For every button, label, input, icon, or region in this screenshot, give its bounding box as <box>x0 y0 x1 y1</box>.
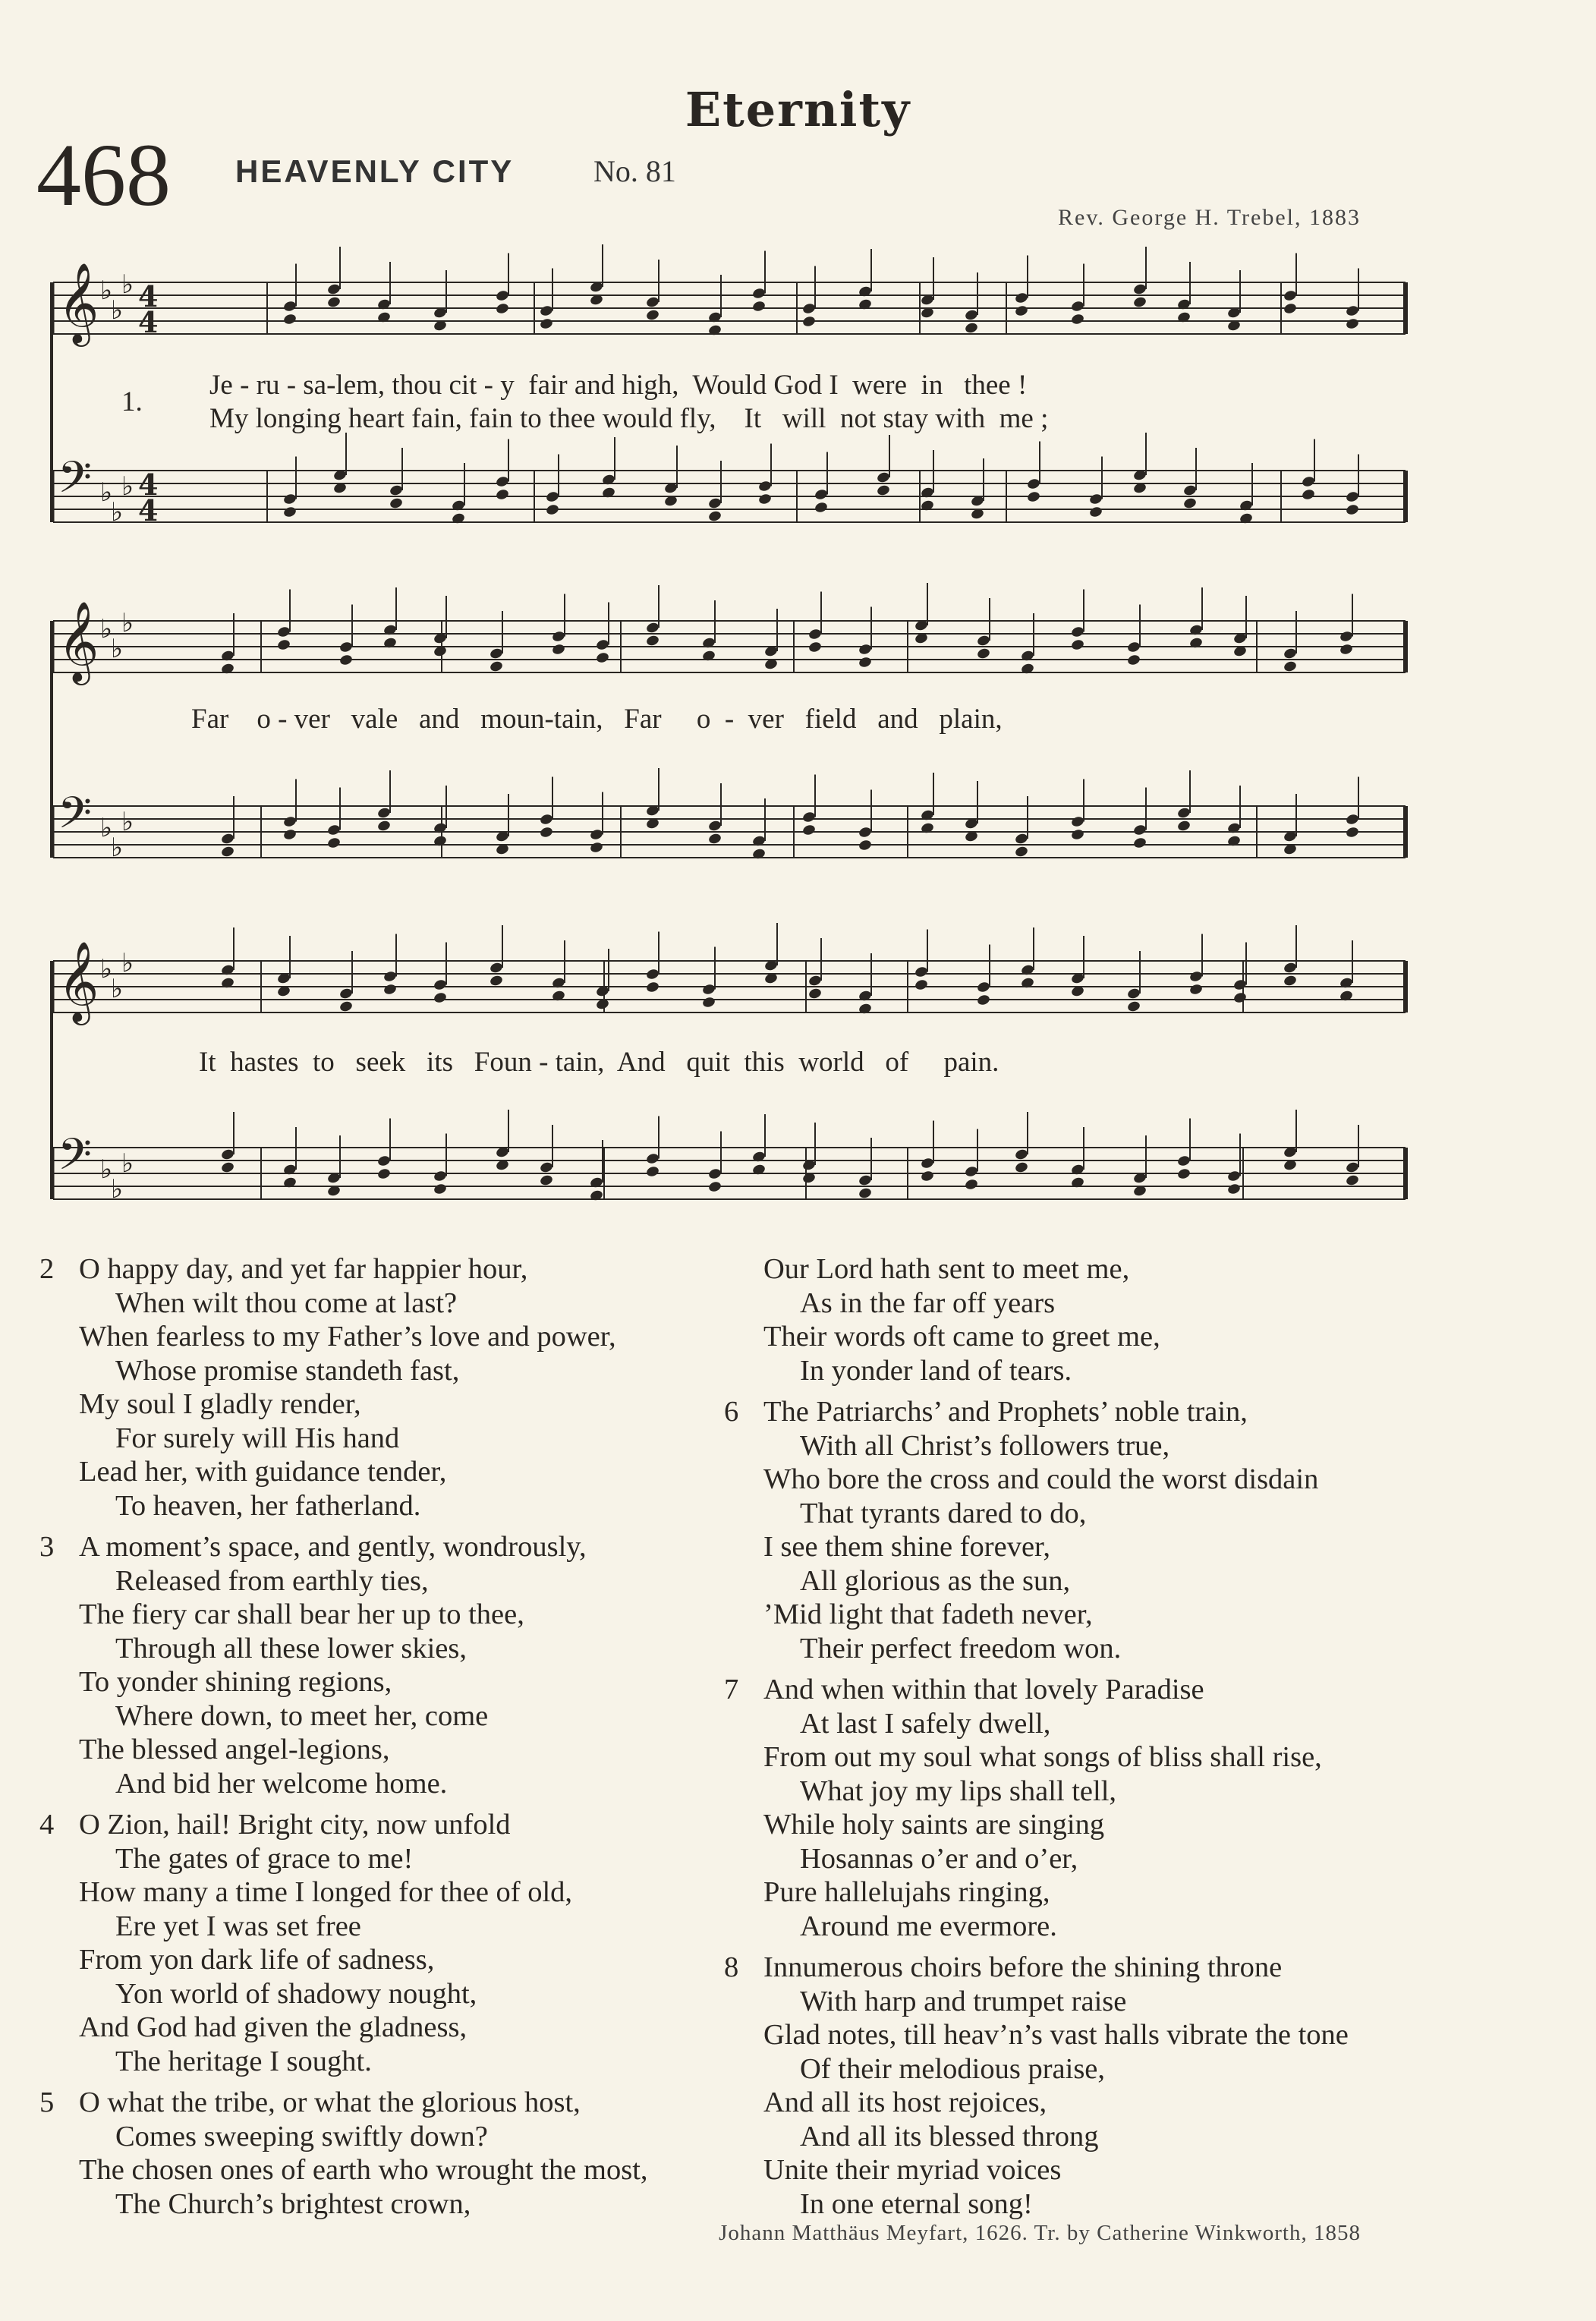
note-head <box>282 493 297 505</box>
stanza-number: 2 <box>39 1253 55 1285</box>
verse-line: How many a time I longed for thee of old, <box>79 1876 573 1908</box>
note-head <box>376 807 391 820</box>
verse-line: In yonder land of tears. <box>800 1354 1072 1387</box>
note-head <box>326 824 341 836</box>
note-head <box>858 1174 872 1187</box>
tune-number: No. 81 <box>593 154 676 188</box>
flat-icon: ♭ <box>121 269 134 300</box>
note-head <box>220 1148 235 1161</box>
note-head <box>1070 828 1084 841</box>
note-head <box>801 302 816 315</box>
note-head <box>1283 302 1297 315</box>
verse-line: That tyrants dared to do, <box>800 1497 1087 1529</box>
note-head <box>1014 833 1028 846</box>
note-head <box>389 484 403 497</box>
note-head <box>1232 991 1247 1004</box>
note-head <box>1226 1183 1241 1195</box>
note-head <box>757 493 772 505</box>
flat-icon: ♭ <box>121 948 134 978</box>
lyrics-system2: Far o - ver vale and moun-tain, Far o - ver field and plain, <box>191 704 1003 735</box>
verse-line: To heaven, her fatherland. <box>115 1489 421 1522</box>
note-head <box>1014 1161 1028 1174</box>
note-head <box>589 841 603 854</box>
note-head <box>807 975 822 987</box>
note-head <box>338 1000 353 1013</box>
note-head <box>964 1165 978 1178</box>
flat-icon: ♭ <box>111 833 124 863</box>
verse-line: And God had given the gladness, <box>79 2011 467 2043</box>
note-head <box>433 991 447 1004</box>
note-head <box>1070 638 1084 651</box>
note-head <box>1182 497 1197 510</box>
stanza <box>763 1252 1349 1387</box>
verse-line: All glorious as the sun, <box>800 1564 1071 1597</box>
note-head <box>551 643 565 656</box>
note-head <box>1301 488 1315 501</box>
stanza <box>724 1951 1349 2221</box>
verse-line: Through all these lower skies, <box>115 1632 467 1664</box>
note-head <box>1014 1148 1028 1161</box>
note-head <box>1182 484 1197 497</box>
note-head <box>1188 970 1203 983</box>
note-head <box>1283 962 1297 975</box>
note-head <box>707 1167 722 1180</box>
verse-line: Ere yet I was set free <box>115 1910 361 1942</box>
stanza-number: 4 <box>39 1809 55 1841</box>
note-head <box>645 1165 659 1178</box>
flat-icon: ♭ <box>100 477 113 508</box>
note-head <box>545 490 559 503</box>
note-head <box>1026 477 1040 490</box>
verse-line: Who bore the cross and could the worst disdain <box>763 1463 1319 1495</box>
stanza <box>39 1252 648 1523</box>
note-head <box>545 503 559 516</box>
flat-icon: ♭ <box>111 497 124 528</box>
verse-line: Pure hallelujahs ringing, <box>763 1876 1050 1908</box>
note-head <box>814 501 828 514</box>
note-head <box>489 647 503 660</box>
note-head <box>1126 987 1141 1000</box>
note-head <box>976 994 990 1006</box>
note-head <box>1345 813 1359 826</box>
note-head <box>338 641 353 653</box>
verses-left-column <box>39 1252 648 2221</box>
note-head <box>1088 493 1103 505</box>
note-head <box>539 304 553 317</box>
note-head <box>551 630 565 643</box>
note-head <box>1283 660 1297 673</box>
note-head <box>876 484 890 497</box>
note-head <box>1188 983 1203 996</box>
time-signature: 4 <box>138 305 159 339</box>
verse-line: O Zion, hail! Bright city, now unfold <box>79 1809 511 1841</box>
verse-line: When wilt thou come at last? <box>115 1286 458 1319</box>
verse-line: And all its blessed throng <box>800 2120 1099 2153</box>
stanza <box>39 2086 648 2221</box>
flat-icon: ♭ <box>100 954 113 984</box>
flat-icon: ♭ <box>100 276 113 306</box>
verse-line: From yon dark life of sadness, <box>79 1944 435 1976</box>
verses-right-column <box>724 1252 1349 2221</box>
verse-line: Innumerous choirs before the shining throne <box>763 1951 1283 1983</box>
treble-clef-icon: 𝄞 <box>58 600 99 682</box>
flat-icon: ♭ <box>111 974 124 1004</box>
verse-line: In one eternal song! <box>800 2187 1033 2220</box>
note-head <box>858 656 872 669</box>
verse-line: What joy my lips shall tell, <box>800 1775 1117 1807</box>
note-head <box>645 1152 659 1165</box>
section-title: Eternity <box>685 82 911 137</box>
stanza-number: 5 <box>39 2086 55 2118</box>
verse-line: The fiery car shall bear her up to thee, <box>79 1598 524 1630</box>
note-head <box>382 970 397 983</box>
note-head <box>976 981 990 994</box>
note-head <box>645 968 659 981</box>
note-head <box>1126 653 1141 666</box>
note-head <box>707 833 722 846</box>
note-head <box>376 1167 391 1180</box>
verse-line: Released from earthly ties, <box>115 1564 429 1597</box>
note-head <box>1014 291 1028 304</box>
stanza <box>39 1808 648 2078</box>
note-head <box>376 1154 391 1167</box>
verse-line: Where down, to meet her, come <box>115 1699 489 1732</box>
verse-line: To yonder shining regions, <box>79 1666 392 1698</box>
note-head <box>1345 1161 1359 1174</box>
note-head <box>489 660 503 673</box>
note-head <box>1301 475 1315 488</box>
note-head <box>1345 826 1359 839</box>
note-head <box>751 300 766 313</box>
note-head <box>1345 317 1359 330</box>
verse-line: I see them shine forever, <box>763 1531 1050 1563</box>
verse-line: With all Christ’s followers true, <box>800 1429 1170 1462</box>
note-head <box>1132 296 1147 309</box>
verse-line: The heritage I sought. <box>115 2045 372 2077</box>
verse-line: And bid her welcome home. <box>115 1767 448 1800</box>
note-head <box>276 638 291 651</box>
tune-name: HEAVENLY CITY <box>235 153 515 189</box>
flat-icon: ♭ <box>111 295 124 326</box>
note-head <box>1226 1170 1241 1183</box>
verse-line: Whose promise standeth fast, <box>115 1354 460 1387</box>
note-head <box>858 1187 872 1200</box>
note-head <box>1132 283 1147 296</box>
verse-line: A moment’s space, and gently, wondrously, <box>79 1531 587 1563</box>
note-head <box>858 826 872 839</box>
note-head <box>707 1180 722 1193</box>
flat-icon: ♭ <box>111 634 124 664</box>
verse-line: O happy day, and yet far happier hour, <box>79 1253 528 1285</box>
note-head <box>814 488 828 501</box>
note-head <box>382 983 397 996</box>
note-head <box>495 302 509 315</box>
flat-icon: ♭ <box>121 471 134 502</box>
note-head <box>1126 1000 1141 1013</box>
note-head <box>914 978 928 991</box>
note-head <box>757 480 772 493</box>
lyrics-system1-line2: My longing heart fain, fain to thee would fly, It will not stay with me ; <box>209 403 1049 434</box>
verse-line: When fearless to my Father’s love and power, <box>79 1321 616 1353</box>
note-head <box>707 820 722 833</box>
note-head <box>595 651 609 664</box>
verse-line: Unite their myriad voices <box>763 2154 1062 2186</box>
note-head <box>1345 1174 1359 1187</box>
lyrics-system1-line1: Je - ru - sa-lem, thou cit - y fair and high, Would God I were in thee ! <box>209 370 1028 401</box>
note-head <box>282 828 297 841</box>
note-head <box>338 653 353 666</box>
verse-line: Hosannas o’er and o’er, <box>800 1842 1078 1875</box>
bass-clef-icon: 𝄢 <box>58 452 93 514</box>
hymn-number: 468 <box>36 125 171 225</box>
note-head <box>539 317 553 330</box>
note-head <box>433 978 447 991</box>
note-head <box>433 1170 447 1183</box>
stanza-number: 3 <box>39 1531 55 1563</box>
note-head <box>1232 978 1247 991</box>
flat-icon: ♭ <box>121 1148 134 1179</box>
translation-credit: Johann Matthäus Meyfart, 1626. Tr. by Catherine Winkworth, 1858 <box>719 2221 1361 2245</box>
verse-line: Their words oft came to greet me, <box>763 1321 1160 1353</box>
note-head <box>807 987 822 1000</box>
note-head <box>1070 625 1084 638</box>
bass-clef-icon: 𝄢 <box>58 787 93 849</box>
verse-line: From out my soul what songs of bliss shall rise, <box>763 1741 1322 1773</box>
note-head <box>1132 824 1147 836</box>
verse-line: At last I safely dwell, <box>800 1707 1051 1740</box>
note-head <box>1026 490 1040 503</box>
note-head <box>1345 304 1359 317</box>
note-head <box>1176 1154 1191 1167</box>
verse-line: And when within that lovely Paradise <box>763 1674 1204 1705</box>
stanza-number: 1. <box>121 386 143 417</box>
composer-credit: Rev. George H. Trebel, 1883 <box>1058 205 1361 230</box>
note-head <box>1070 313 1084 326</box>
note-head <box>858 839 872 852</box>
stanza-number: 7 <box>724 1674 739 1705</box>
note-head <box>801 811 816 824</box>
stanza <box>39 1530 648 1800</box>
lyrics-system3: It hastes to seek its Foun - tain, And quit this world of pain. <box>199 1047 999 1078</box>
verse-line: Around me evermore. <box>800 1910 1057 1942</box>
flat-icon: ♭ <box>121 608 134 638</box>
note-head <box>707 510 722 523</box>
note-head <box>489 962 503 975</box>
note-head <box>539 1174 553 1187</box>
note-head <box>589 828 603 841</box>
note-head <box>645 635 659 647</box>
note-head <box>595 638 609 651</box>
flat-icon: ♭ <box>121 807 134 837</box>
note-head <box>976 635 990 647</box>
bass-clef-icon: 𝄢 <box>58 1129 93 1191</box>
note-head <box>1283 289 1297 302</box>
note-head <box>1070 300 1084 313</box>
note-head <box>376 820 391 833</box>
note-head <box>707 497 722 510</box>
note-head <box>1126 641 1141 653</box>
verse-line: The chosen ones of earth who wrought the most, <box>79 2154 648 2186</box>
note-head <box>1345 490 1359 503</box>
note-head <box>338 987 353 1000</box>
verse-line: Glad notes, till heav’n’s vast halls vibrate the tone <box>763 2019 1349 2051</box>
note-head <box>701 996 716 1009</box>
verse-line: The blessed angel-legions, <box>79 1734 390 1765</box>
verse-line: Of their melodious praise, <box>800 2052 1106 2085</box>
verse-line: The Church’s brightest crown, <box>115 2187 471 2220</box>
note-head <box>801 824 816 836</box>
note-head <box>751 287 766 300</box>
note-head <box>645 622 659 635</box>
note-head <box>1339 630 1353 643</box>
note-head <box>976 647 990 660</box>
verse-line: And all its host rejoices, <box>763 2086 1047 2118</box>
note-head <box>876 471 890 484</box>
note-head <box>964 1178 978 1191</box>
note-head <box>282 505 297 518</box>
note-head <box>326 283 341 296</box>
note-head <box>539 826 553 839</box>
note-head <box>1176 820 1191 833</box>
note-head <box>1176 807 1191 820</box>
note-head <box>801 315 816 328</box>
note-head <box>1014 846 1028 858</box>
note-head <box>645 981 659 994</box>
verse-line: O what the tribe, or what the glorious host, <box>79 2086 581 2118</box>
note-head <box>1132 836 1147 849</box>
time-signature: 4 <box>138 493 159 528</box>
note-head <box>1283 647 1297 660</box>
note-head <box>964 322 978 335</box>
note-head <box>1345 503 1359 516</box>
flat-icon: ♭ <box>100 614 113 644</box>
flat-icon: ♭ <box>100 813 113 843</box>
note-head <box>858 643 872 656</box>
note-head <box>920 1170 934 1183</box>
flat-icon: ♭ <box>111 1174 124 1205</box>
verse-line: Yon world of shadowy nought, <box>115 1977 477 2010</box>
stanza <box>724 1673 1349 1943</box>
verse-line: The Patriarchs’ and Prophets’ noble train, <box>763 1396 1248 1428</box>
note-head <box>920 1157 934 1170</box>
verse-line: My soul I gladly render, <box>79 1388 361 1420</box>
note-head <box>282 815 297 828</box>
note-head <box>282 313 297 326</box>
note-head <box>220 833 235 846</box>
note-head <box>276 625 291 638</box>
stanza-number: 8 <box>724 1951 739 1983</box>
verse-line: For surely will His hand <box>115 1422 400 1454</box>
note-head <box>807 641 822 653</box>
note-head <box>1176 1167 1191 1180</box>
note-head <box>326 836 341 849</box>
stanza-number: 6 <box>724 1396 739 1428</box>
note-head <box>389 497 403 510</box>
note-head <box>1070 815 1084 828</box>
note-head <box>220 1161 235 1174</box>
note-head <box>1088 505 1103 518</box>
note-head <box>495 289 509 302</box>
verse-line: Our Lord hath sent to meet me, <box>763 1253 1130 1285</box>
verse-line: The gates of grace to me! <box>115 1842 414 1875</box>
note-head <box>326 296 341 309</box>
time-signature: 4 <box>138 279 159 313</box>
note-head <box>645 309 659 322</box>
flat-icon: ♭ <box>100 1154 113 1185</box>
note-head <box>807 628 822 641</box>
time-signature: 4 <box>138 468 159 502</box>
verse-line: ’Mid light that fadeth never, <box>763 1598 1093 1630</box>
note-head <box>1014 304 1028 317</box>
treble-clef-icon: 𝄞 <box>58 940 99 1022</box>
note-head <box>701 983 716 996</box>
verse-line: With harp and trumpet raise <box>800 1985 1127 2017</box>
verse-line: Their perfect freedom won. <box>800 1632 1122 1664</box>
note-head <box>495 488 509 501</box>
note-head <box>914 965 928 978</box>
note-head <box>1283 975 1297 987</box>
note-head <box>539 1161 553 1174</box>
verse-line: While holy saints are singing <box>763 1809 1105 1841</box>
note-head <box>282 300 297 313</box>
note-head <box>495 475 509 488</box>
note-head <box>964 309 978 322</box>
note-head <box>645 296 659 309</box>
note-head <box>1339 643 1353 656</box>
note-head <box>539 813 553 826</box>
note-head <box>220 846 235 858</box>
note-head <box>433 1183 447 1195</box>
verse-line: Lead her, with guidance tender, <box>79 1456 447 1488</box>
verse-line: As in the far off years <box>800 1286 1056 1319</box>
treble-clef-icon: 𝄞 <box>58 262 99 343</box>
note-head <box>489 975 503 987</box>
stanza <box>724 1395 1349 1665</box>
verse-line: Comes sweeping swiftly down? <box>115 2120 488 2153</box>
